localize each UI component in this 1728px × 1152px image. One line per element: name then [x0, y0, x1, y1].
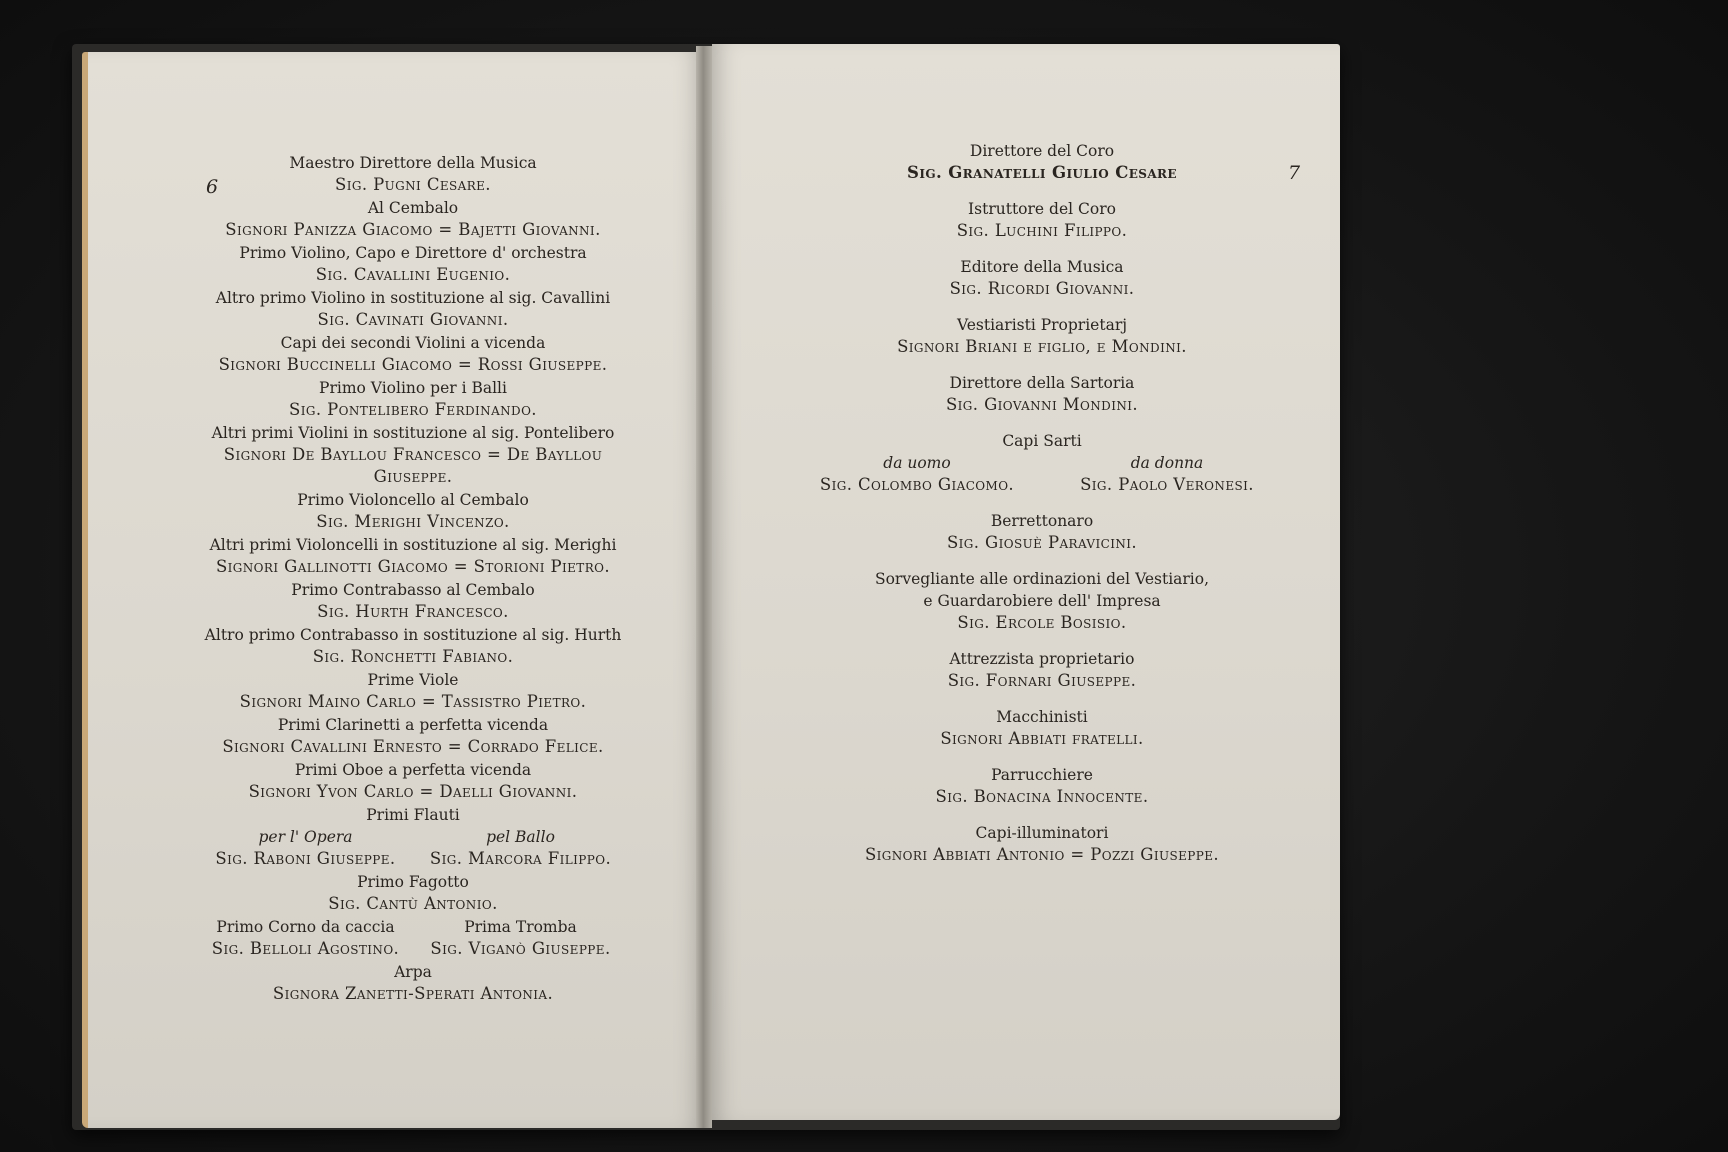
- role-line: Berrettonaro: [990, 512, 1094, 530]
- names-line: Sig. Ronchetti Fabiano.: [312, 647, 514, 666]
- split-pair: [198, 916, 628, 960]
- role-line: Editore della Musica: [960, 258, 1124, 276]
- role-line: Altro primo Violino in sostituzione al sig. Cavallini: [215, 289, 611, 307]
- role-line: Direttore del Coro: [969, 142, 1115, 160]
- names-line: Sig. Colombo Giacomo.: [819, 475, 1015, 494]
- credit-block: [842, 822, 1242, 866]
- names-line: Signori Abbiati fratelli.: [940, 729, 1144, 748]
- names-line: Sig. Ricordi Giovanni.: [949, 279, 1135, 298]
- role-line: Istruttore del Coro: [968, 200, 1116, 218]
- sub-heading: da uomo: [883, 454, 951, 472]
- book-gutter: [696, 46, 712, 1128]
- role-line: Primo Violoncello al Cembalo: [297, 491, 529, 509]
- names-line: Sig. Marcora Filippo.: [429, 849, 612, 868]
- corno-tromba-block: [198, 916, 628, 960]
- names-line: Sig. Cavinati Giovanni.: [317, 310, 509, 329]
- names-line: Sig. Belloli Agostino.: [211, 939, 400, 958]
- credit-block: [198, 332, 628, 376]
- names-line: Sig. Bonacina Innocente.: [935, 787, 1149, 806]
- right-page: [712, 44, 1340, 1120]
- names-line: Sig. Luchini Filippo.: [956, 221, 1128, 240]
- split-cell-right: [413, 826, 628, 870]
- names-line: Sig. Pugni Cesare.: [335, 175, 491, 194]
- names-line: Sig. Paolo Veronesi.: [1080, 475, 1254, 494]
- names-line: Signora Zanetti-Sperati Antonia.: [272, 984, 554, 1003]
- role-line: Altri primi Violini in sostituzione al sig. Pontelibero: [211, 424, 615, 442]
- names-line: Signori Yvon Carlo = Daelli Giovanni.: [248, 782, 578, 801]
- role-line: Capi Sarti: [1002, 432, 1082, 450]
- sub-heading: per l' Opera: [258, 828, 353, 846]
- names-line: Sig. Granatelli Giulio Cesare: [907, 163, 1177, 182]
- credit-block: [198, 489, 628, 533]
- left-page: [82, 52, 702, 1128]
- role-line: Primi Flauti: [366, 806, 460, 824]
- credit-block: [198, 714, 628, 758]
- flauti-block: [198, 804, 628, 870]
- names-line: Sig. Hurth Francesco.: [317, 602, 509, 621]
- names-line: Sig. Raboni Giuseppe.: [215, 849, 396, 868]
- names-line: Sig. Viganò Giuseppe.: [430, 939, 611, 958]
- split-pair: [792, 452, 1292, 496]
- names-line: Signori Gallinotti Giacomo = Storioni Pietro.: [215, 557, 611, 576]
- split-cell-left: [792, 452, 1042, 496]
- role-line: Altri primi Violoncelli in sostituzione al sig. Merighi: [209, 536, 617, 554]
- role-line: Primo Fagotto: [357, 873, 469, 891]
- role-line: Maestro Direttore della Musica: [289, 154, 537, 172]
- split-cell-right: [413, 916, 628, 960]
- role-line: Arpa: [394, 963, 432, 981]
- names-line: Signori Buccinelli Giacomo = Rossi Giuseppe.: [218, 355, 608, 374]
- role-line: Altro primo Contrabasso in sostituzione al sig. Hurth: [204, 626, 622, 644]
- role-line: Al Cembalo: [367, 199, 459, 217]
- role-line: Primi Clarinetti a perfetta vicenda: [277, 716, 549, 734]
- sub-heading: pel Ballo: [486, 828, 555, 846]
- split-cell-right: [1042, 452, 1292, 496]
- credit-block: [198, 377, 628, 421]
- credit-block: [198, 871, 628, 915]
- credit-block: [198, 579, 628, 623]
- credit-block: [842, 568, 1242, 634]
- role-line: Prime Viole: [367, 671, 459, 689]
- names-line: Signori Panizza Giacomo = Bajetti Giovanni.: [225, 220, 601, 239]
- credit-block: [842, 706, 1242, 750]
- right-column: [819, 140, 1254, 880]
- split-pair: [198, 826, 628, 870]
- credit-block: [198, 197, 628, 241]
- names-line: Signori De Bayllou Francesco = De Bayllou Giuseppe.: [223, 445, 603, 486]
- sub-heading: da donna: [1130, 454, 1204, 472]
- credit-block: [842, 764, 1242, 808]
- left-column: [198, 152, 628, 1006]
- role-line: Macchinisti: [996, 708, 1088, 726]
- credit-block: [198, 624, 628, 668]
- role-line: Primo Corno da caccia: [216, 918, 395, 936]
- credit-block: [842, 140, 1242, 184]
- names-line: Signori Cavallini Ernesto = Corrado Felice.: [222, 737, 604, 756]
- names-line: Sig. Ercole Bosisio.: [957, 613, 1127, 632]
- role-line: Primo Violino per i Balli: [319, 379, 507, 397]
- names-line: Signori Maino Carlo = Tassistro Pietro.: [239, 692, 587, 711]
- open-booklet: [72, 44, 1340, 1130]
- credit-block: [842, 648, 1242, 692]
- role-line: Sorvegliante alle ordinazioni del Vestiario,: [874, 570, 1210, 588]
- credit-block: [842, 198, 1242, 242]
- role-line: Primo Violino, Capo e Direttore d' orchestra: [239, 244, 587, 262]
- role-line: Direttore della Sartoria: [949, 374, 1135, 392]
- role-line: Capi dei secondi Violini a vicenda: [280, 334, 546, 352]
- role-line-2: e Guardarobiere dell' Impresa: [923, 592, 1161, 610]
- credit-block: [842, 314, 1242, 358]
- role-line: Attrezzista proprietario: [949, 650, 1135, 668]
- credit-block: [198, 961, 628, 1005]
- sarti-block: [819, 430, 1254, 496]
- role-line: Capi-illuminatori: [975, 824, 1109, 842]
- credit-block: [198, 534, 628, 578]
- page-number-left: 6: [206, 176, 219, 198]
- names-line: Signori Briani e figlio, e Mondini.: [897, 337, 1187, 356]
- names-line: Sig. Giosuè Paravicini.: [946, 533, 1138, 552]
- split-cell-left: [198, 826, 413, 870]
- role-line: Parrucchiere: [991, 766, 1093, 784]
- credit-block: [198, 759, 628, 803]
- role-line: Primi Oboe a perfetta vicenda: [294, 761, 532, 779]
- names-line: Sig. Pontelibero Ferdinando.: [289, 400, 537, 419]
- credit-block: [842, 510, 1242, 554]
- names-line: Sig. Cantù Antonio.: [328, 894, 498, 913]
- names-line: Signori Abbiati Antonio = Pozzi Giuseppe.: [864, 845, 1220, 864]
- split-cell-left: [198, 916, 413, 960]
- role-line: Vestiaristi Proprietarj: [956, 316, 1128, 334]
- credit-block: [198, 242, 628, 286]
- names-line: Sig. Merighi Vincenzo.: [316, 512, 510, 531]
- credit-block: [198, 152, 628, 196]
- credit-block: [198, 669, 628, 713]
- role-line: Prima Tromba: [464, 918, 577, 936]
- credit-block: [198, 422, 628, 488]
- page-number-right: 7: [1288, 162, 1301, 184]
- role-line: Primo Contrabasso al Cembalo: [291, 581, 535, 599]
- names-line: Sig. Fornari Giuseppe.: [947, 671, 1137, 690]
- names-line: Sig. Giovanni Mondini.: [945, 395, 1139, 414]
- credit-block: [842, 372, 1242, 416]
- names-line: Sig. Cavallini Eugenio.: [315, 265, 511, 284]
- credit-block: [198, 287, 628, 331]
- credit-block: [842, 256, 1242, 300]
